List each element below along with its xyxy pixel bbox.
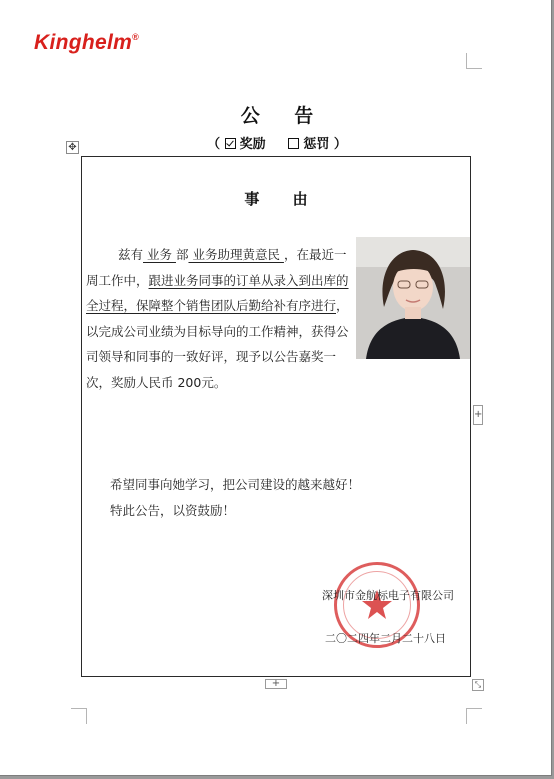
body-part-2: ，以完成公司业绩为目标导向的工作精神，获得公司领导和同事的一致好评，现予以公告嘉奖一次，奖励人民币 200元。 — [86, 298, 349, 390]
body-prefix: 兹有 — [118, 247, 144, 262]
add-column-button[interactable]: + — [473, 405, 483, 425]
body-highlight: 跟进业务同事的订单从录入到出库的全过程，保障整个销售团队后勤给补有序进行 — [86, 272, 349, 313]
crop-mark-top-right — [466, 53, 482, 69]
crop-mark-bottom-left — [71, 708, 87, 724]
portrait-image — [356, 237, 470, 359]
employee-photo — [356, 237, 470, 359]
body-department: 业务 — [143, 247, 176, 262]
company-name: 深圳市金航标电子有限公司 — [322, 589, 454, 602]
document-title: 公 告 — [240, 105, 328, 127]
closing-block — [110, 472, 360, 524]
penalty-checkbox[interactable] — [288, 138, 299, 149]
reward-label: 奖励 — [239, 137, 266, 152]
table-resize-handle-icon[interactable]: ⤡ — [472, 679, 484, 691]
reason-heading: 事 由 — [244, 190, 322, 208]
logo-registered-mark: ® — [132, 32, 140, 42]
notice-type-options — [0, 133, 554, 152]
body-department-suffix: 部 — [175, 247, 189, 262]
logo-text: Kinghelm — [34, 31, 133, 54]
paren-close: ） — [333, 137, 347, 152]
add-row-button[interactable]: + — [265, 679, 287, 689]
body-position: 业务助理黄意民 — [188, 247, 284, 262]
closing-line: 特此公告，以资鼓励！ — [110, 503, 236, 518]
hope-line: 希望同事向她学习，把公司建设的越来越好！ — [110, 477, 361, 492]
paren-open: （ — [207, 137, 221, 152]
reward-checkbox[interactable] — [225, 138, 236, 149]
penalty-label: 惩罚 — [303, 137, 330, 152]
table-move-handle-icon[interactable]: ✥ — [66, 141, 79, 154]
company-logo — [34, 31, 139, 55]
body-part-1: ，在最近一周工作中， — [86, 247, 347, 288]
crop-mark-bottom-right — [466, 708, 482, 724]
notice-date: 二〇二四年二月二十八日 — [325, 632, 446, 645]
notice-body — [86, 242, 356, 395]
